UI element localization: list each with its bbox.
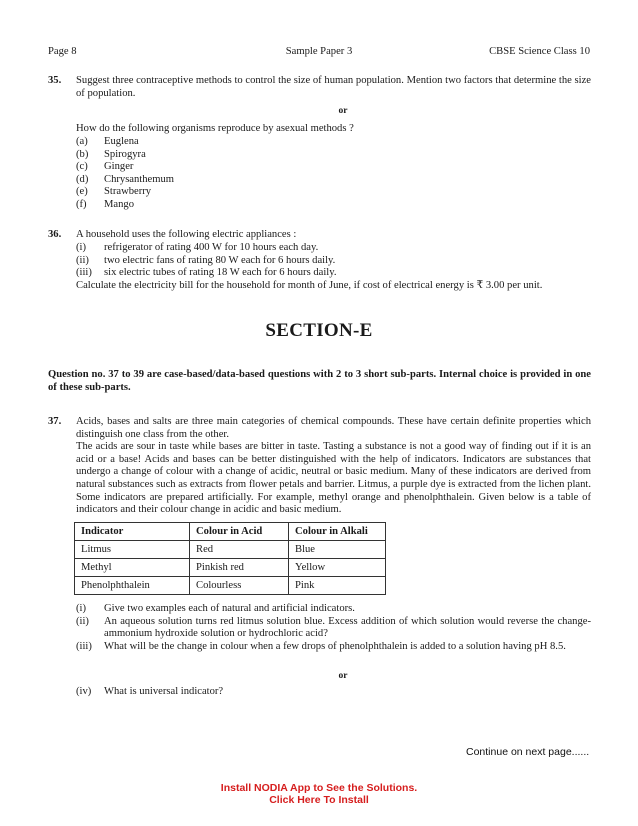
list-item xyxy=(76,242,591,255)
question-36-items xyxy=(48,242,591,292)
list-item xyxy=(76,616,591,641)
item-label: (i) xyxy=(76,603,86,614)
item-text: Strawberry xyxy=(104,186,152,198)
item-label: (c) xyxy=(76,161,88,173)
table-cell: Colourless xyxy=(190,577,289,595)
item-text: What will be the change in colour when a few drops of phenolphthalein is added to a solution having pH 8.5. xyxy=(104,640,566,652)
section-instructions: Question no. 37 to 39 are case-based/data-based questions with 2 to 3 short sub-parts. Internal choice is provided in one of these sub-parts. xyxy=(48,369,591,393)
item-label: (f) xyxy=(76,198,87,210)
item-text: An aqueous solution turns red litmus solution blue. Excess addition of which solution would reverse the change-ammonium hydroxide solution or hydrochloric acid? xyxy=(104,615,591,640)
list-item xyxy=(76,255,591,268)
question-text: How do the following organisms reproduce by asexual methods ? xyxy=(76,123,354,134)
item-text: refrigerator of rating 400 W for 10 hours each day. xyxy=(104,242,319,253)
table-header-row xyxy=(75,523,386,541)
item-text: Euglena xyxy=(104,136,139,147)
table-cell: Blue xyxy=(289,541,386,559)
install-app-link[interactable] xyxy=(0,782,638,806)
question-final-line xyxy=(76,280,591,293)
list-item xyxy=(76,161,591,174)
item-text: What is universal indicator? xyxy=(104,686,224,697)
passage-body: The acids are sour in taste while bases are bitter in taste. Tasting a substance is not a good way of finding out if it is an acid or a base! Acids and bases can be better distinguished with the help of indicators. Indicators are substances that undergo a change of colour with a change of acidic, neutral or basic medium. Many of these indicators are derived from natural substances such as extracts from flower petals and barrier. Litmus, a purple dye is extracted from the lichen plant. Some indicators are prepared artificially. For example, methyl orange and phenolphthalein. Given below is a table of indicators and their colour change in acidic and basic medium. xyxy=(76,441,591,516)
column-header: Colour in Alkali xyxy=(289,523,386,541)
table-cell: Phenolphthalein xyxy=(75,577,190,595)
list-item xyxy=(76,186,591,199)
table-row xyxy=(75,541,386,559)
table-row xyxy=(75,559,386,577)
list-item xyxy=(76,603,591,616)
question-35-alternative xyxy=(48,123,591,136)
table-cell: Pink xyxy=(289,577,386,595)
item-text: two electric fans of rating 80 W each for 6 hours daily. xyxy=(104,254,336,266)
question-37-alternative xyxy=(48,686,591,699)
question-text: A household uses the following electric appliances : xyxy=(76,229,297,240)
item-text: Give two examples each of natural and artificial indicators. xyxy=(104,603,355,614)
install-line[interactable]: Click Here To Install xyxy=(269,794,369,806)
page-header xyxy=(48,46,590,60)
or-separator: or xyxy=(338,671,348,681)
paper-title: Sample Paper 3 xyxy=(285,46,353,57)
question-number: 35. xyxy=(48,75,62,86)
table-cell: Red xyxy=(190,541,289,559)
item-label: (iv) xyxy=(76,686,92,697)
table-cell: Pinkish red xyxy=(190,559,289,577)
install-line[interactable]: Install NODIA App to See the Solutions. xyxy=(220,782,418,794)
item-label: (ii) xyxy=(76,615,89,627)
question-37 xyxy=(48,416,591,517)
item-label: (d) xyxy=(76,173,89,185)
question-37-subparts xyxy=(48,603,591,653)
table-cell: Litmus xyxy=(75,541,190,559)
page-number: Page 8 xyxy=(48,46,77,57)
question-number: 36. xyxy=(48,229,62,240)
column-header: Indicator xyxy=(75,523,190,541)
question-text: Suggest three contraceptive methods to control the size of human population. Mention two factors that determine the size of population. xyxy=(76,75,591,99)
or-separator: or xyxy=(338,106,348,116)
item-label: (ii) xyxy=(76,254,89,266)
table-cell: Yellow xyxy=(289,559,386,577)
list-item xyxy=(76,267,591,280)
column-header: Colour in Acid xyxy=(190,523,289,541)
indicator-table xyxy=(74,522,386,595)
list-item xyxy=(76,686,591,699)
item-text: Mango xyxy=(104,198,135,210)
section-title: SECTION-E xyxy=(265,320,373,341)
question-36 xyxy=(48,229,591,242)
table-cell: Methyl xyxy=(75,559,190,577)
list-item xyxy=(76,174,591,187)
table-row xyxy=(75,577,386,595)
question-35 xyxy=(48,75,591,105)
item-label: (b) xyxy=(76,148,89,160)
item-label: (i) xyxy=(76,242,86,253)
list-item xyxy=(76,149,591,162)
item-label: (e) xyxy=(76,186,88,198)
item-text: Calculate the electricity bill for the household for month of June, if cost of electrical energy is ₹ 3.00 per unit. xyxy=(76,279,543,291)
item-label: (iii) xyxy=(76,267,92,279)
continue-note: Continue on next page...... xyxy=(466,746,590,758)
item-text: Ginger xyxy=(104,161,134,173)
passage-intro: Acids, bases and salts are three main categories of chemical compounds. These have certain definite properties which distinguish one class from the other. xyxy=(76,416,591,440)
item-text: Chrysanthemum xyxy=(104,173,175,185)
question-35-options xyxy=(48,136,591,212)
item-label: (a) xyxy=(76,136,88,147)
item-label: (iii) xyxy=(76,640,92,652)
question-number: 37. xyxy=(48,416,62,427)
list-item xyxy=(76,199,591,212)
item-text: six electric tubes of rating 18 W each for 6 hours daily. xyxy=(104,267,337,279)
subject-title: CBSE Science Class 10 xyxy=(489,46,590,57)
list-item xyxy=(76,641,591,654)
item-text: Spirogyra xyxy=(104,148,146,160)
list-item xyxy=(76,136,591,149)
